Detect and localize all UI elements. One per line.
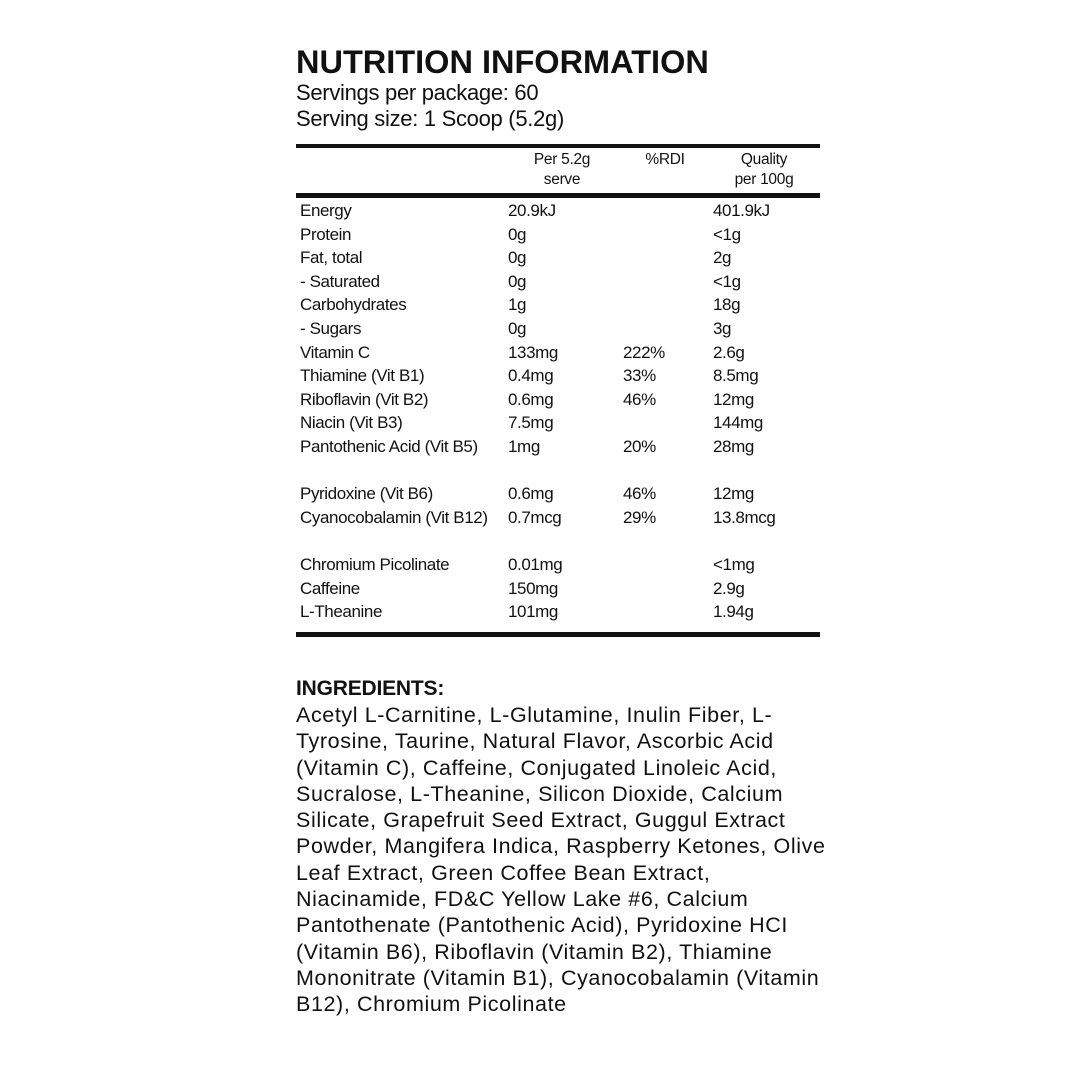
nutrient-name: Caffeine (300, 578, 360, 598)
per-serve-value: 1mg (508, 436, 540, 456)
per-serve-value: 0.01mg (508, 554, 563, 574)
per-100g-value: <1g (713, 224, 741, 244)
per-serve-value: 1g (508, 295, 527, 315)
per-100g-value: 28mg (713, 436, 754, 456)
per-100g-value: 2.9g (713, 578, 745, 598)
nutrient-name: Thiamine (Vit B1) (300, 366, 425, 386)
table-row (300, 388, 820, 412)
per-100g-value: 12mg (713, 389, 754, 409)
per-100g-value: 18g (713, 295, 741, 315)
per-serve-value: 101mg (508, 602, 558, 622)
rdi-value: 29% (623, 507, 656, 527)
header-rdi (628, 150, 702, 170)
header-quality-line1: Quality (740, 151, 788, 168)
per-100g-value: 12mg (713, 484, 754, 504)
nutrient-name: Protein (300, 224, 352, 244)
per-serve-value: 0g (508, 248, 527, 268)
table-row (300, 553, 820, 577)
nutrient-name: - Sugars (300, 318, 362, 338)
per-serve-value: 0g (508, 224, 527, 244)
rdi-value: 33% (623, 366, 656, 386)
rdi-value: 222% (623, 342, 665, 362)
per-serve-value: 150mg (508, 578, 558, 598)
nutrient-name: Chromium Picolinate (300, 554, 450, 574)
header-per-serve (512, 150, 612, 190)
ingredients-text: Acetyl L-Carnitine, L-Glutamine, Inulin Fiber, L-Tyrosine, Taurine, Natural Flavor, Ascorbic Acid (Vitamin C), Caffeine, Conjugated Linoleic Acid, Sucralose, L-Theanine, Silicon Dioxide, Calcium Silicate, Grapefruit Seed Extract, Guggul Extract Powder, Mangifera Indica, Raspberry Ketones, Olive Leaf Extract, Green Coffee Bean Extract, Niacinamide, FD&C Yellow Lake #6, Calcium Pantothenate (Pantothenic Acid), Pyridoxine HCI (Vitamin B6), Riboflavin (Vitamin B2), Thiamine Mononitrate (Vitamin B1), Cyanocobalamin (Vitamin B12), Chromium Picolinate (296, 703, 826, 1017)
per-100g-value: 144mg (713, 413, 763, 433)
nutrition-panel-header (296, 44, 820, 132)
per-100g-value: 8.5mg (713, 366, 759, 386)
nutrient-name: Fat, total (300, 248, 363, 268)
table-row (300, 293, 820, 317)
nutrient-name: Pantothenic Acid (Vit B5) (300, 436, 478, 456)
table-row (300, 577, 820, 601)
serving-size: Serving size: 1 Scoop (5.2g) (296, 106, 564, 131)
rdi-value: 46% (623, 484, 656, 504)
per-serve-value: 0.4mg (508, 366, 554, 386)
table-row (300, 199, 820, 223)
nutrient-name: Riboflavin (Vit B2) (300, 389, 429, 409)
per-100g-value: 3g (713, 318, 732, 338)
table-row (300, 246, 820, 270)
nutrient-name: Niacin (Vit B3) (300, 413, 403, 433)
header-per-serve-line1: Per 5.2g (533, 151, 591, 168)
table-row (300, 223, 820, 247)
per-serve-value: 0g (508, 318, 527, 338)
table-row (300, 600, 820, 624)
per-serve-value: 0.6mg (508, 484, 554, 504)
rdi-value: 46% (623, 389, 656, 409)
per-serve-value: 7.5mg (508, 413, 554, 433)
table-row (300, 270, 820, 294)
ingredients-title: INGREDIENTS: (296, 677, 445, 700)
table-row (300, 506, 820, 553)
nutrient-name: L-Theanine (300, 602, 383, 622)
header-quality (712, 150, 816, 190)
nutrient-name: Pyridoxine (Vit B6) (300, 484, 433, 504)
nutrition-table-body (300, 199, 820, 624)
per-100g-value: 401.9kJ (713, 201, 770, 220)
table-row (300, 317, 820, 341)
header-rdi-label: %RDI (645, 151, 685, 168)
rdi-value: 20% (623, 436, 656, 456)
nutrient-name: Cyanocobalamin (Vit B12) (300, 507, 488, 527)
per-serve-value: 0.6mg (508, 389, 554, 409)
table-top-rule (296, 144, 820, 148)
table-row (300, 411, 820, 435)
per-100g-value: <1g (713, 271, 741, 291)
per-100g-value: 1.94g (713, 602, 754, 622)
table-row (300, 341, 820, 365)
per-serve-value: 133mg (508, 342, 558, 362)
servings-per-package: Servings per package: 60 (296, 80, 539, 105)
table-header-rule (296, 193, 820, 198)
nutrient-name: Carbohydrates (300, 295, 407, 315)
panel-title: NUTRITION INFORMATION (296, 44, 709, 80)
table-row (300, 482, 820, 506)
per-serve-value: 0g (508, 271, 527, 291)
table-row (300, 364, 820, 388)
per-100g-value: 2.6g (713, 342, 745, 362)
header-quality-line2: per 100g (734, 171, 794, 188)
nutrient-name: - Saturated (300, 271, 380, 291)
per-100g-value: <1mg (713, 554, 755, 574)
per-100g-value: 2g (713, 248, 732, 268)
nutrient-name: Vitamin C (300, 342, 370, 362)
per-serve-value: 0.7mcg (508, 507, 562, 527)
table-row (300, 435, 820, 482)
per-100g-value: 13.8mcg (713, 507, 776, 527)
nutrient-name: Energy (300, 201, 352, 220)
per-serve-value: 20.9kJ (508, 201, 556, 220)
header-per-serve-line2: serve (543, 171, 581, 188)
table-bottom-rule (296, 632, 820, 637)
